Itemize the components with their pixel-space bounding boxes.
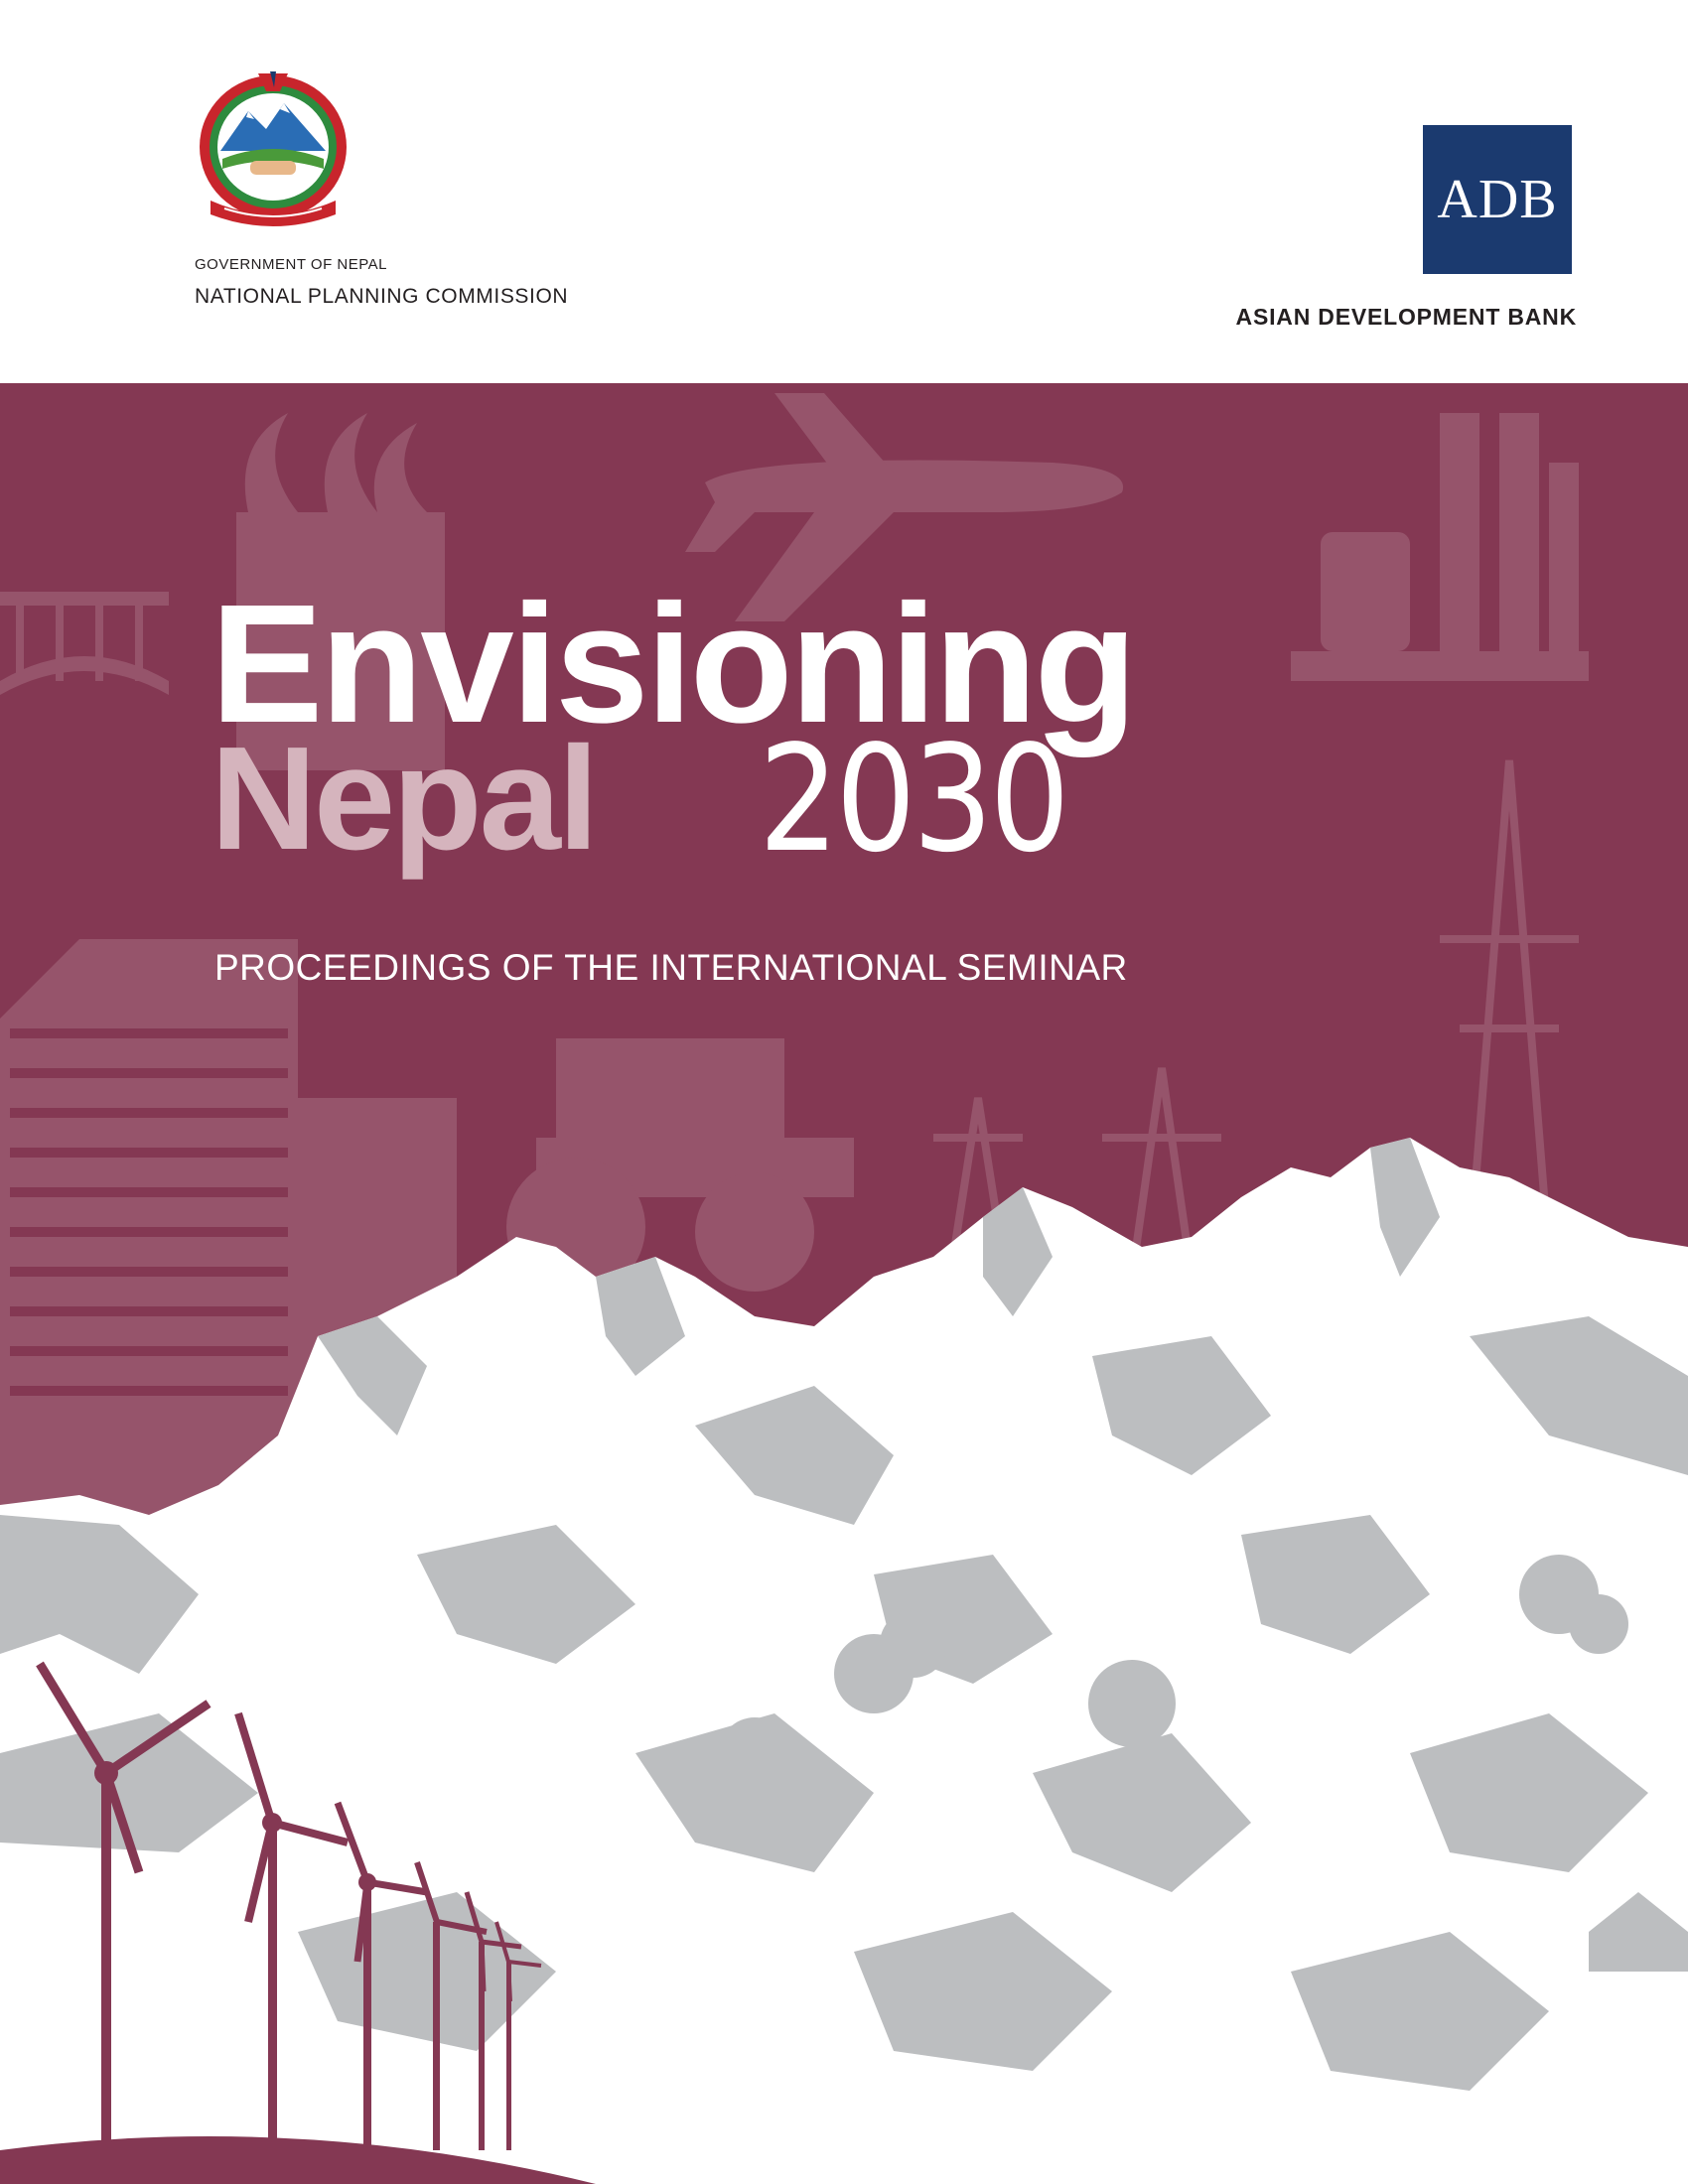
adb-logo-text: ADB [1437, 169, 1558, 230]
title-year: 2030 [759, 714, 1067, 885]
nepal-government-emblem-icon [189, 69, 357, 233]
cover-subtitle: PROCEEDINGS OF THE INTERNATIONAL SEMINAR [214, 947, 1128, 988]
government-name: GOVERNMENT OF NEPAL [195, 256, 387, 273]
commission-name: NATIONAL PLANNING COMMISSION [195, 285, 569, 308]
refinery-icon [1291, 413, 1589, 681]
title-envisioning: Envisioning [211, 570, 1135, 758]
cover-header [0, 0, 1688, 383]
adb-name: ASIAN DEVELOPMENT BANK [1235, 304, 1577, 330]
adb-logo [1423, 125, 1572, 274]
title-nepal: Nepal [211, 717, 597, 881]
bridge-icon [0, 592, 169, 695]
